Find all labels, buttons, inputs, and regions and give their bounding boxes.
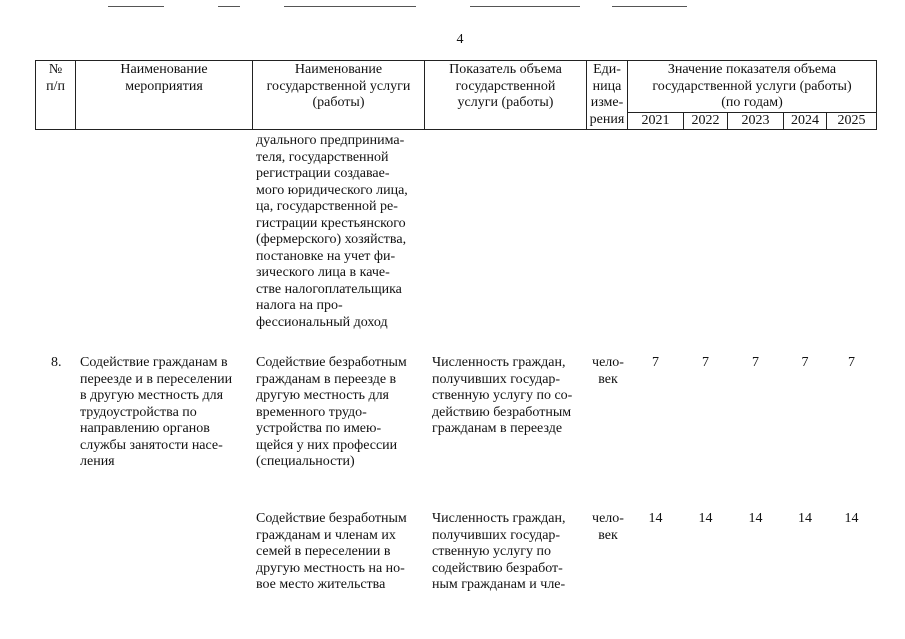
value-2022: 7 [702,355,709,370]
indicator-text: Численность граждан, получивших государ- ственную услугу по содействию безработ- ным гражданам и чле- [432,511,566,592]
scan-artifact-line [284,6,416,7]
header-year: 2025 [837,113,866,128]
page-number: 4 [456,32,464,47]
continuation-service-text: дуального предпринима- теля, государственной регистрации создавае- мого юридического лица, ца, государственной ре- гистрации крестьянского (фермерского) хозяйства, постановке на учет фи- зического лица в каче- стве налогоплательщика налога на про- фессиональный доход [256,133,408,330]
header-col-unit: Еди- ница изме- рения [589,62,625,127]
service-text: Содействие безработным гражданам и членам их семей в переселении в другую местность на но- вое место жительства [256,511,407,592]
value-2022: 14 [698,511,713,526]
value-2023: 14 [748,511,763,526]
header-year: 2023 [741,113,770,128]
value-2024: 14 [798,511,812,526]
value-2021: 14 [648,511,663,526]
value-2024: 7 [801,355,809,370]
unit-text: чело- век [592,355,624,387]
value-2021: 7 [652,355,659,370]
scan-artifact-line [218,6,240,7]
scan-artifact-line [108,6,164,7]
header-year: 2024 [791,113,819,128]
header-col-indicator: Показатель объема государственной услуги (работы) [449,62,562,110]
value-2023: 7 [752,355,759,370]
header-col-values: Значение показателя объема государственной услуги (работы) (по годам) [652,62,852,110]
header-col-num: № п/п [46,62,65,94]
header-col-service: Наименование государственной услуги (работы) [266,62,411,110]
header-year: 2021 [641,113,670,128]
activity-text: Содействие гражданам в переезде и в переселении в другую местность для трудоустройства по направлению органов службы занятости насе- ления [80,355,233,469]
header-col-activity: Наименование мероприятия [120,62,208,94]
value-2025: 7 [848,355,855,370]
service-text: Содействие безработным гражданам в переезде в другую местность для временного трудо- устройства по имею- щейся у них профессии (специальности) [256,355,407,469]
indicator-text: Численность граждан, получивших государ- ственную услугу по со- действию безработным гражданам в переезде [432,355,573,436]
scan-artifact-line [612,6,687,7]
header-year: 2022 [691,113,720,128]
unit-text: чело- век [592,511,624,543]
value-2025: 14 [844,511,859,526]
scan-artifact-line [470,6,580,7]
row-number: 8. [51,355,62,370]
